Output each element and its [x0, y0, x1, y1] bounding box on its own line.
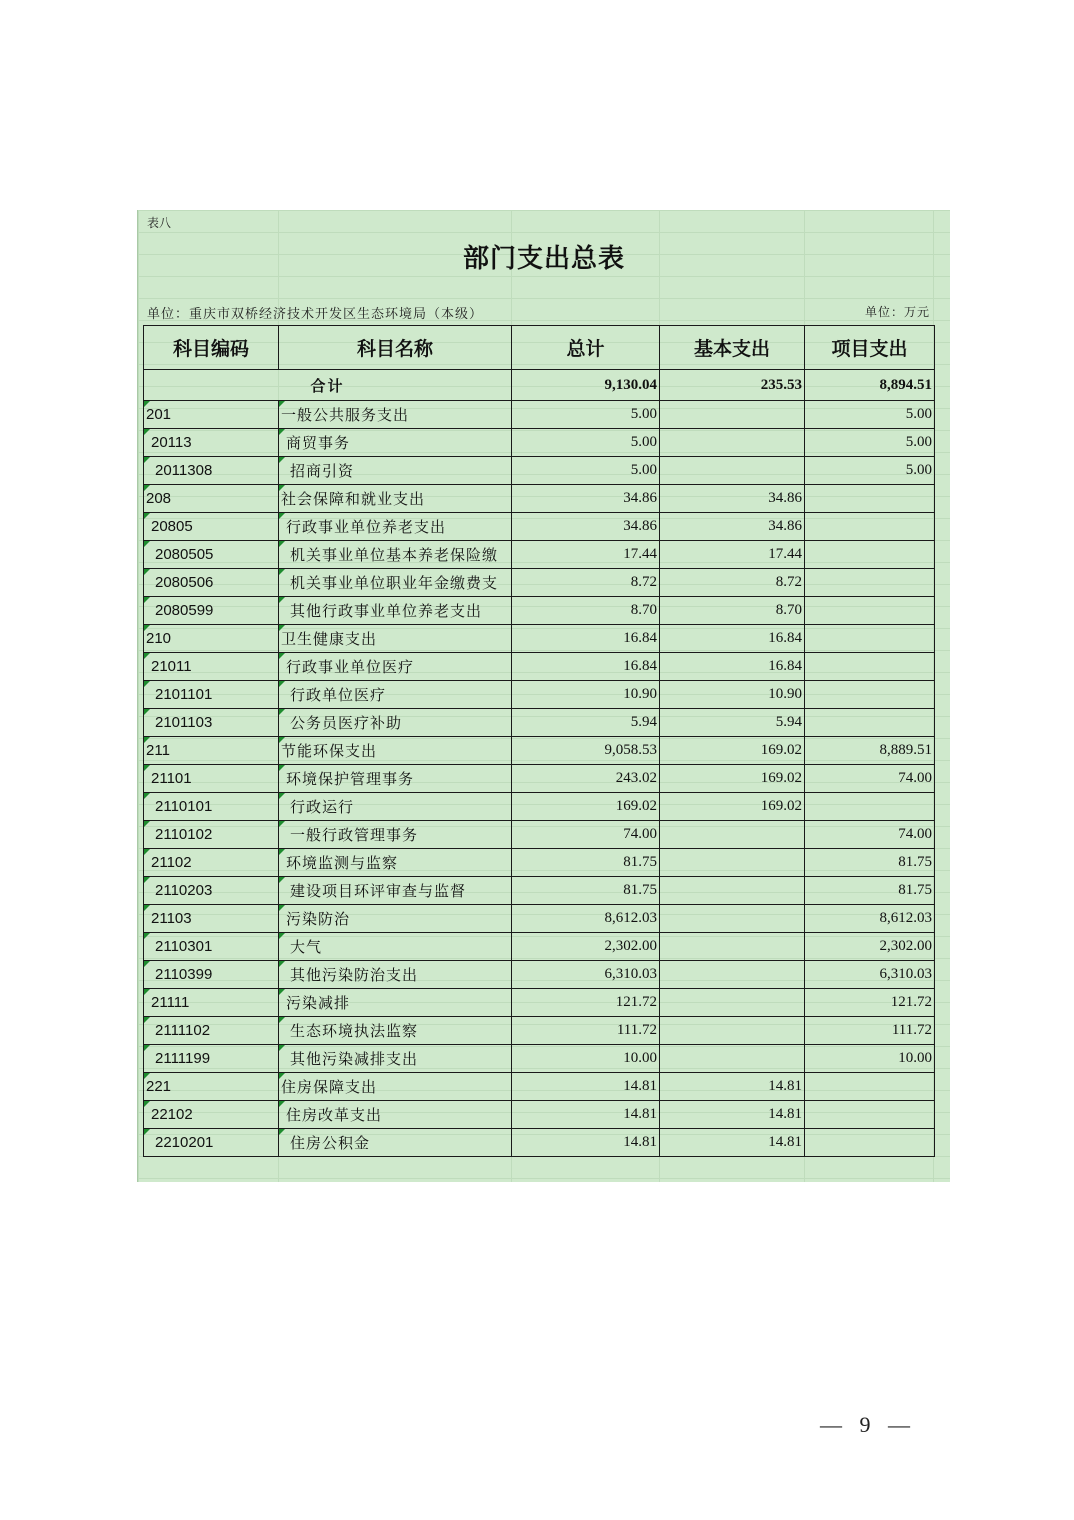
header-project: 项目支出 [805, 326, 935, 370]
row-code [144, 597, 279, 625]
row-name-text: 生态环境执法监察 [290, 1022, 419, 1040]
text-cell-marker-icon [279, 933, 285, 939]
row-code [144, 681, 279, 709]
text-cell-marker-icon [279, 541, 285, 547]
row-name [279, 1017, 512, 1045]
row-basic: 169.02 [660, 793, 805, 821]
table-row [144, 877, 935, 905]
text-cell-marker-icon [144, 1073, 150, 1079]
unit-organization: 单位：重庆市双桥经济技术开发区生态环境局（本级） [147, 307, 484, 322]
row-name [279, 765, 512, 793]
row-name-text: 行政事业单位养老支出 [286, 518, 447, 536]
row-code-text: 2110301 [155, 938, 213, 955]
text-cell-marker-icon [279, 569, 285, 575]
row-code-text: 2101101 [155, 686, 213, 703]
text-cell-marker-icon [279, 849, 285, 855]
row-name-text: 其他污染防治支出 [290, 966, 419, 984]
row-basic [660, 905, 805, 933]
row-total: 17.44 [512, 541, 660, 569]
row-basic [660, 821, 805, 849]
row-code-text: 2110102 [155, 826, 213, 843]
row-code [144, 401, 279, 429]
row-code [144, 1045, 279, 1073]
table-row [144, 1101, 935, 1129]
text-cell-marker-icon [279, 1045, 285, 1051]
row-project: 6,310.03 [805, 961, 935, 989]
table-row [144, 793, 935, 821]
row-project [805, 541, 935, 569]
row-name-text: 公务员医疗补助 [290, 714, 403, 732]
text-cell-marker-icon [144, 793, 150, 799]
row-project: 121.72 [805, 989, 935, 1017]
row-code-text: 221 [146, 1078, 172, 1095]
row-code [144, 569, 279, 597]
row-name [279, 485, 512, 513]
text-cell-marker-icon [279, 1129, 285, 1135]
row-code-text: 208 [146, 490, 172, 507]
row-total: 81.75 [512, 849, 660, 877]
row-code [144, 625, 279, 653]
row-code-text: 2080506 [155, 574, 214, 591]
table-row [144, 849, 935, 877]
row-code-text: 201 [146, 406, 172, 423]
row-basic [660, 989, 805, 1017]
row-code-text: 2111102 [155, 1022, 211, 1039]
text-cell-marker-icon [144, 849, 150, 855]
row-name-text: 招商引资 [290, 462, 355, 480]
row-basic [660, 877, 805, 905]
table-row [144, 765, 935, 793]
page-title: 部门支出总表 [462, 244, 625, 274]
table-row [144, 457, 935, 485]
row-name [279, 597, 512, 625]
row-name-text: 卫生健康支出 [281, 630, 378, 648]
row-total: 16.84 [512, 653, 660, 681]
row-basic [660, 849, 805, 877]
text-cell-marker-icon [279, 961, 285, 967]
row-code-text: 211 [146, 742, 170, 759]
total-basic: 235.53 [660, 370, 805, 401]
row-total: 34.86 [512, 513, 660, 541]
row-name [279, 1073, 512, 1101]
row-code-text: 21103 [151, 910, 192, 927]
row-basic [660, 933, 805, 961]
row-code-text: 210 [146, 630, 172, 647]
table-row [144, 821, 935, 849]
row-total: 8,612.03 [512, 905, 660, 933]
total-project: 8,894.51 [805, 370, 935, 401]
row-total: 10.90 [512, 681, 660, 709]
spreadsheet-page [137, 210, 950, 1182]
row-name-text: 行政运行 [290, 798, 355, 816]
row-project: 74.00 [805, 821, 935, 849]
text-cell-marker-icon [279, 1101, 285, 1107]
text-cell-marker-icon [279, 625, 285, 631]
row-code-text: 2101103 [155, 714, 213, 731]
row-name-text: 大气 [290, 938, 323, 956]
row-name-text: 环境监测与监察 [286, 854, 399, 872]
text-cell-marker-icon [144, 1129, 150, 1135]
table-row [144, 541, 935, 569]
row-code-text: 2110399 [155, 966, 213, 983]
row-code [144, 541, 279, 569]
text-cell-marker-icon [279, 457, 285, 463]
text-cell-marker-icon [144, 485, 150, 491]
row-name [279, 625, 512, 653]
row-total: 121.72 [512, 989, 660, 1017]
text-cell-marker-icon [144, 513, 150, 519]
row-basic: 5.94 [660, 709, 805, 737]
text-cell-marker-icon [144, 905, 150, 911]
text-cell-marker-icon [144, 961, 150, 967]
row-name-text: 行政单位医疗 [290, 686, 387, 704]
row-total: 6,310.03 [512, 961, 660, 989]
row-name [279, 737, 512, 765]
row-total: 81.75 [512, 877, 660, 905]
row-basic [660, 457, 805, 485]
row-name [279, 457, 512, 485]
row-name-text: 机关事业单位基本养老保险缴 [290, 546, 499, 564]
row-total: 9,058.53 [512, 737, 660, 765]
table-row [144, 569, 935, 597]
row-name [279, 961, 512, 989]
row-code [144, 1073, 279, 1101]
row-name [279, 569, 512, 597]
text-cell-marker-icon [279, 821, 285, 827]
text-cell-marker-icon [144, 429, 150, 435]
text-cell-marker-icon [144, 597, 150, 603]
row-project [805, 569, 935, 597]
row-code-text: 2110203 [155, 882, 213, 899]
row-project [805, 1129, 935, 1157]
row-basic [660, 401, 805, 429]
row-name-text: 商贸事务 [286, 434, 351, 452]
row-total: 14.81 [512, 1129, 660, 1157]
table-row [144, 429, 935, 457]
row-name [279, 429, 512, 457]
row-name-text: 建设项目环评审查与监督 [290, 882, 467, 900]
row-code-text: 21101 [151, 770, 192, 787]
text-cell-marker-icon [279, 485, 285, 491]
row-code [144, 1017, 279, 1045]
text-cell-marker-icon [279, 681, 285, 687]
row-code [144, 653, 279, 681]
row-code [144, 989, 279, 1017]
row-name-text: 住房保障支出 [281, 1078, 378, 1096]
row-code [144, 429, 279, 457]
text-cell-marker-icon [279, 793, 285, 799]
row-name-text: 住房改革支出 [286, 1106, 383, 1124]
table-row [144, 1045, 935, 1073]
row-name [279, 793, 512, 821]
table-row [144, 597, 935, 625]
row-project: 5.00 [805, 457, 935, 485]
row-code [144, 513, 279, 541]
row-code [144, 793, 279, 821]
row-basic: 14.81 [660, 1073, 805, 1101]
row-name [279, 681, 512, 709]
row-project: 81.75 [805, 849, 935, 877]
row-code [144, 765, 279, 793]
row-basic [660, 1017, 805, 1045]
row-project: 2,302.00 [805, 933, 935, 961]
row-code-text: 2080505 [155, 546, 214, 563]
table-row [144, 905, 935, 933]
row-project [805, 485, 935, 513]
row-basic: 16.84 [660, 625, 805, 653]
row-name-text: 其他污染减排支出 [290, 1050, 419, 1068]
header-row [144, 326, 935, 370]
row-total: 5.00 [512, 457, 660, 485]
text-cell-marker-icon [144, 765, 150, 771]
row-project: 74.00 [805, 765, 935, 793]
row-name-text: 污染减排 [286, 994, 351, 1012]
row-project: 8,612.03 [805, 905, 935, 933]
row-code-text: 20805 [151, 518, 193, 535]
table-row [144, 625, 935, 653]
row-code-text: 21111 [151, 994, 190, 1011]
text-cell-marker-icon [144, 541, 150, 547]
text-cell-marker-icon [144, 1045, 150, 1051]
text-cell-marker-icon [144, 989, 150, 995]
row-code-text: 2011308 [155, 462, 213, 479]
row-basic: 14.81 [660, 1101, 805, 1129]
header-total: 总计 [512, 326, 660, 370]
table-caption: 表八 [147, 216, 172, 230]
row-name-text: 节能环保支出 [281, 742, 378, 760]
row-code [144, 905, 279, 933]
row-basic: 8.72 [660, 569, 805, 597]
text-cell-marker-icon [279, 1073, 285, 1079]
text-cell-marker-icon [279, 401, 285, 407]
row-basic: 169.02 [660, 765, 805, 793]
row-basic: 14.81 [660, 1129, 805, 1157]
text-cell-marker-icon [144, 653, 150, 659]
row-name [279, 877, 512, 905]
row-name [279, 1045, 512, 1073]
row-name-text: 一般行政管理事务 [290, 826, 419, 844]
table-row [144, 961, 935, 989]
text-cell-marker-icon [279, 429, 285, 435]
table-row [144, 1073, 935, 1101]
table-row [144, 1017, 935, 1045]
total-label: 合计 [144, 370, 512, 401]
table-row [144, 513, 935, 541]
row-code [144, 849, 279, 877]
row-project [805, 653, 935, 681]
row-total: 8.70 [512, 597, 660, 625]
row-code-text: 2111199 [155, 1050, 211, 1067]
row-name [279, 989, 512, 1017]
row-name-text: 其他行政事业单位养老支出 [290, 602, 483, 620]
row-code [144, 877, 279, 905]
text-cell-marker-icon [144, 1017, 150, 1023]
row-name-text: 行政事业单位医疗 [286, 658, 415, 676]
row-name [279, 653, 512, 681]
row-name [279, 541, 512, 569]
row-name-text: 机关事业单位职业年金缴费支 [290, 574, 499, 592]
row-basic: 34.86 [660, 485, 805, 513]
row-name-text: 一般公共服务支出 [281, 406, 410, 424]
text-cell-marker-icon [144, 401, 150, 407]
row-project: 111.72 [805, 1017, 935, 1045]
text-cell-marker-icon [279, 1017, 285, 1023]
row-total: 74.00 [512, 821, 660, 849]
row-total: 10.00 [512, 1045, 660, 1073]
row-total: 8.72 [512, 569, 660, 597]
row-basic [660, 1045, 805, 1073]
row-project [805, 597, 935, 625]
row-name [279, 905, 512, 933]
text-cell-marker-icon [279, 737, 285, 743]
text-cell-marker-icon [279, 653, 285, 659]
row-name [279, 1129, 512, 1157]
text-cell-marker-icon [144, 457, 150, 463]
text-cell-marker-icon [144, 569, 150, 575]
row-project [805, 1101, 935, 1129]
text-cell-marker-icon [279, 877, 285, 883]
row-code [144, 1129, 279, 1157]
table-row [144, 933, 935, 961]
row-basic: 169.02 [660, 737, 805, 765]
table-row [144, 709, 935, 737]
row-basic: 10.90 [660, 681, 805, 709]
row-total: 14.81 [512, 1073, 660, 1101]
text-cell-marker-icon [279, 513, 285, 519]
row-basic: 16.84 [660, 653, 805, 681]
row-project [805, 625, 935, 653]
row-name [279, 401, 512, 429]
row-project: 10.00 [805, 1045, 935, 1073]
text-cell-marker-icon [279, 597, 285, 603]
table-row [144, 401, 935, 429]
text-cell-marker-icon [279, 709, 285, 715]
row-project [805, 681, 935, 709]
row-code-text: 22102 [151, 1106, 193, 1123]
row-code [144, 709, 279, 737]
header-basic: 基本支出 [660, 326, 805, 370]
row-basic: 8.70 [660, 597, 805, 625]
row-total: 5.94 [512, 709, 660, 737]
table-row [144, 653, 935, 681]
row-code [144, 485, 279, 513]
row-code-text: 21011 [151, 658, 192, 675]
row-code-text: 2210201 [155, 1134, 214, 1151]
row-code [144, 821, 279, 849]
text-cell-marker-icon [279, 989, 285, 995]
row-code [144, 737, 279, 765]
row-name [279, 821, 512, 849]
row-name [279, 709, 512, 737]
row-project [805, 1073, 935, 1101]
row-name [279, 933, 512, 961]
row-project: 5.00 [805, 401, 935, 429]
row-project [805, 793, 935, 821]
table-row [144, 1129, 935, 1157]
row-total: 14.81 [512, 1101, 660, 1129]
text-cell-marker-icon [144, 1101, 150, 1107]
row-project [805, 513, 935, 541]
unit-currency: 单位：万元 [864, 305, 930, 319]
text-cell-marker-icon [144, 709, 150, 715]
row-code-text: 21102 [151, 854, 192, 871]
total-row [144, 370, 935, 401]
row-code-text: 20113 [151, 434, 192, 451]
row-total: 111.72 [512, 1017, 660, 1045]
row-code [144, 961, 279, 989]
row-name-text: 环境保护管理事务 [286, 770, 415, 788]
expenditure-table [143, 325, 935, 1157]
row-project [805, 709, 935, 737]
row-basic: 34.86 [660, 513, 805, 541]
row-name-text: 社会保障和就业支出 [281, 490, 426, 508]
row-total: 34.86 [512, 485, 660, 513]
row-name [279, 849, 512, 877]
row-name [279, 1101, 512, 1129]
row-basic: 17.44 [660, 541, 805, 569]
row-code-text: 2110101 [155, 798, 213, 815]
row-project: 8,889.51 [805, 737, 935, 765]
text-cell-marker-icon [144, 933, 150, 939]
row-name-text: 污染防治 [286, 910, 351, 928]
row-project: 81.75 [805, 877, 935, 905]
row-name-text: 住房公积金 [290, 1134, 371, 1152]
text-cell-marker-icon [144, 737, 150, 743]
header-code: 科目编码 [144, 326, 279, 370]
row-code [144, 457, 279, 485]
row-total: 2,302.00 [512, 933, 660, 961]
table-row [144, 737, 935, 765]
row-basic [660, 961, 805, 989]
row-project: 5.00 [805, 429, 935, 457]
text-cell-marker-icon [144, 681, 150, 687]
table-row [144, 681, 935, 709]
table-row [144, 989, 935, 1017]
row-total: 169.02 [512, 793, 660, 821]
table-row [144, 485, 935, 513]
row-code-text: 2080599 [155, 602, 214, 619]
total-sum: 9,130.04 [512, 370, 660, 401]
row-code [144, 1101, 279, 1129]
text-cell-marker-icon [144, 625, 150, 631]
text-cell-marker-icon [144, 821, 150, 827]
text-cell-marker-icon [279, 905, 285, 911]
row-total: 16.84 [512, 625, 660, 653]
row-name [279, 513, 512, 541]
text-cell-marker-icon [144, 877, 150, 883]
row-code [144, 933, 279, 961]
row-basic [660, 429, 805, 457]
text-cell-marker-icon [279, 765, 285, 771]
header-name: 科目名称 [279, 326, 512, 370]
row-total: 5.00 [512, 429, 660, 457]
row-total: 5.00 [512, 401, 660, 429]
row-total: 243.02 [512, 765, 660, 793]
page-number: — 9 — [820, 1412, 916, 1437]
